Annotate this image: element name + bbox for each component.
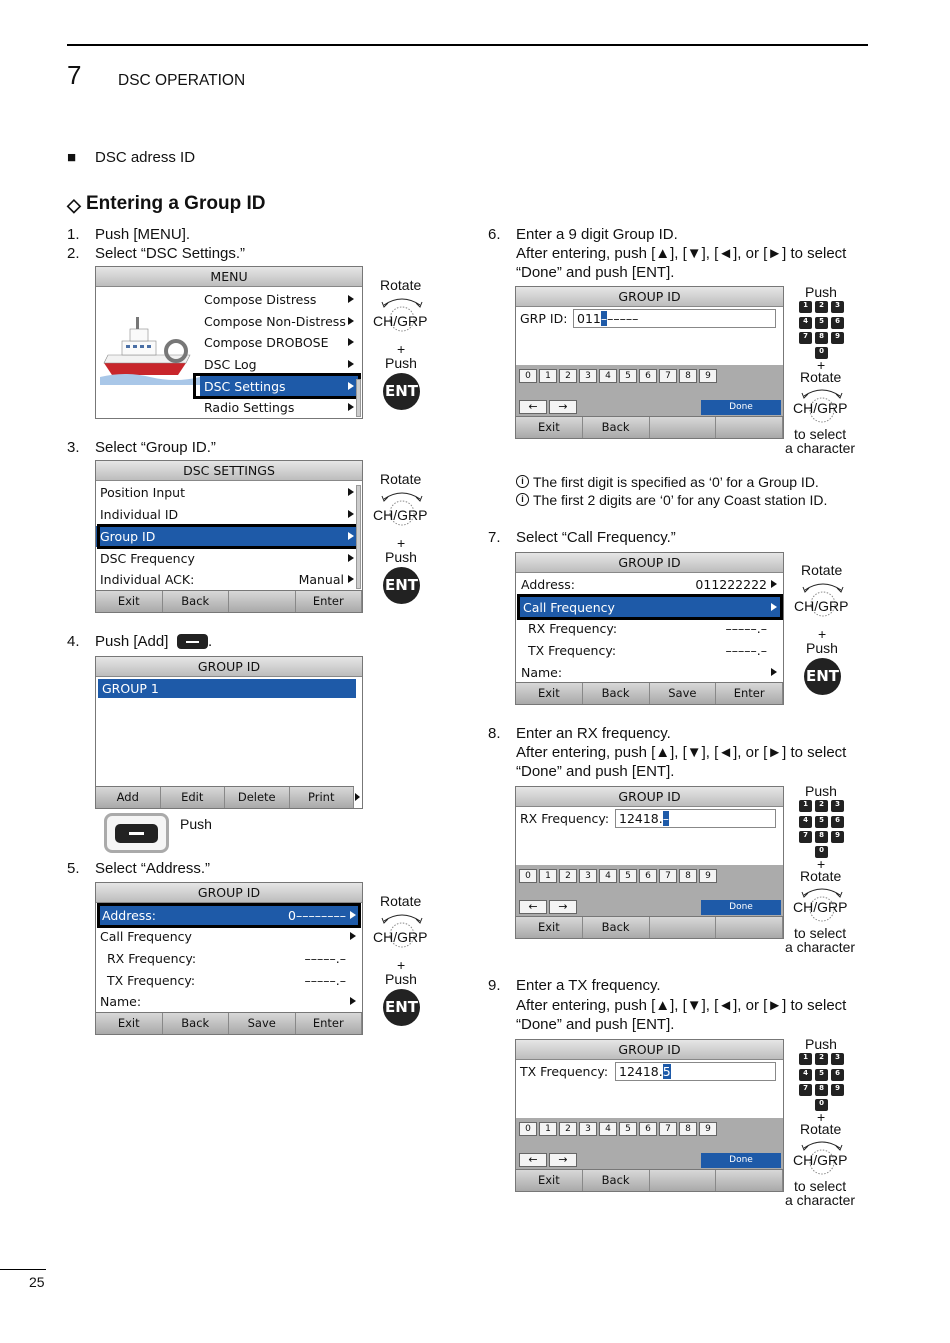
field-address[interactable]: Address: 0–––––––– (98, 905, 360, 926)
chgrp-label: CH/GRP (793, 899, 848, 915)
right-arrow-key[interactable]: → (549, 400, 577, 414)
softkey-save[interactable]: Save (650, 683, 717, 704)
field-address[interactable]: Address: 011222222 (517, 574, 781, 595)
chgrp-label: CH/GRP (373, 929, 428, 945)
section-bullet: ■ (67, 149, 77, 166)
digit-key[interactable]: 7 (659, 1122, 677, 1136)
digit-key[interactable]: 2 (559, 1122, 577, 1136)
keyboard-area (516, 865, 783, 917)
softkey-bar (96, 590, 362, 612)
softkey-exit[interactable]: Exit (96, 1013, 163, 1034)
softkey-delete[interactable]: Delete (225, 787, 290, 808)
chevron-right-icon (771, 668, 777, 676)
subsection-title: Entering a Group ID (86, 193, 266, 214)
ent-button[interactable]: ENT (383, 373, 420, 410)
menu-item-compose-non-distress[interactable]: Compose Non-Distress (200, 311, 358, 332)
rotate-label: Rotate (801, 562, 843, 578)
step-text: Select “Address.” (95, 860, 211, 877)
text-cursor: 5 (662, 1064, 671, 1079)
screen-title: GROUP ID (516, 287, 783, 307)
screen-title: MENU (96, 267, 362, 287)
push-label: Push (385, 355, 417, 371)
push-label: Push (805, 783, 837, 799)
tx-frequency-input[interactable]: 12418.5 (615, 1062, 776, 1081)
softkey-enter[interactable]: Enter (296, 591, 363, 612)
note-text: The first 2 digits are ‘0’ for any Coast station ID. (533, 492, 828, 508)
page-number: 25 (29, 1274, 45, 1290)
header-rule (67, 44, 868, 46)
group-edit-screen (95, 882, 363, 1035)
plus-label: + (397, 957, 406, 973)
softkey-bar (96, 786, 354, 808)
digit-key[interactable]: 4 (599, 1122, 617, 1136)
softkey-back[interactable]: Back (583, 417, 650, 438)
scrollbar[interactable] (356, 485, 361, 589)
text-cursor: – (662, 811, 669, 826)
softkey-blank[interactable] (716, 417, 783, 438)
step-text: “Done” and push [ENT]. (516, 763, 675, 780)
menu-item-dsc-frequency[interactable]: DSC Frequency (96, 548, 358, 569)
info-icon: i (516, 475, 529, 488)
chgrp-label: CH/GRP (373, 507, 428, 523)
chevron-right-icon (350, 932, 356, 940)
footer-rule (0, 1269, 46, 1270)
softkey-back[interactable]: Back (583, 683, 650, 704)
to-select-label: to select (794, 1178, 847, 1194)
softkey-exit[interactable]: Exit (516, 1170, 583, 1191)
chevron-right-icon (348, 575, 354, 583)
digit-key[interactable]: 3 (579, 869, 597, 883)
chevron-right-icon (348, 554, 354, 562)
step-number: 8. (488, 725, 501, 742)
dsc-settings-screen (95, 460, 363, 613)
selection-highlight (97, 903, 361, 928)
field-call-frequency[interactable]: Call Frequency (519, 597, 781, 618)
digit-key[interactable]: 2 (559, 369, 577, 383)
grp-id-input-screen (515, 286, 784, 439)
list-item-group[interactable]: GROUP 1 (98, 679, 356, 698)
screen-title: GROUP ID (516, 787, 783, 807)
digit-key[interactable]: 9 (699, 869, 717, 883)
digit-key[interactable]: 6 (639, 1122, 657, 1136)
digit-key[interactable]: 4 (599, 869, 617, 883)
step-number: 9. (488, 977, 501, 994)
step-text: Enter a 9 digit Group ID. (516, 226, 678, 243)
chevron-right-icon (348, 338, 354, 346)
digit-key[interactable]: 3 (579, 369, 597, 383)
rx-frequency-input-screen (515, 786, 784, 939)
softkey-back[interactable]: Back (583, 917, 650, 938)
softkey-blank[interactable] (716, 917, 783, 938)
left-arrow-key[interactable]: ← (519, 400, 547, 414)
rotate-label: Rotate (380, 277, 422, 293)
chevron-right-icon (348, 403, 354, 411)
plus-label: + (397, 341, 406, 357)
add-key-button[interactable] (104, 813, 169, 853)
digit-key[interactable]: 6 (639, 369, 657, 383)
softkey-bar (516, 416, 783, 438)
step-text: After entering, push [▲], [▼], [◄], or [►] to select (516, 997, 847, 1014)
field-rx-frequency: RX Frequency: –––––.– (528, 621, 767, 636)
field-call-frequency[interactable]: Call Frequency (96, 926, 360, 947)
chevron-right-icon (348, 488, 354, 496)
done-button[interactable]: Done (701, 900, 781, 915)
digit-key[interactable]: 5 (619, 869, 637, 883)
digit-key[interactable]: 0 (519, 869, 537, 883)
field-rx-frequency: RX Frequency: –––––.– (107, 951, 346, 966)
digit-key[interactable]: 7 (659, 369, 677, 383)
left-arrow-key[interactable]: ← (519, 900, 547, 914)
step-number: 7. (488, 529, 501, 546)
rx-frequency-input[interactable]: 12418.– (615, 809, 776, 828)
menu-item-compose-distress[interactable]: Compose Distress (200, 289, 358, 310)
softkey-blank[interactable] (716, 1170, 783, 1191)
digit-key[interactable]: 2 (559, 869, 577, 883)
rx-frequency-label: RX Frequency: (520, 811, 610, 826)
step-number: 2. (67, 245, 80, 262)
note-text: The first digit is specified as ‘0’ for a Group ID. (533, 474, 819, 490)
softkey-exit[interactable]: Exit (516, 683, 583, 704)
menu-item-dsc-settings[interactable]: DSC Settings (200, 376, 358, 397)
step-text: Select “Group ID.” (95, 439, 216, 456)
push-label: Push (385, 549, 417, 565)
section-title: DSC adress ID (95, 149, 196, 166)
a-character-label: a character (785, 939, 856, 955)
softkey-bar (516, 1169, 783, 1191)
tx-frequency-input-screen (515, 1039, 784, 1192)
softkey-back[interactable]: Back (163, 591, 230, 612)
to-select-label: to select (794, 426, 847, 442)
selection-highlight (517, 594, 783, 620)
period: . (208, 633, 213, 650)
info-icon: i (516, 493, 529, 506)
step-text: Push [Add] (95, 633, 169, 650)
digit-key[interactable]: 0 (519, 1122, 537, 1136)
softkey-blank[interactable] (650, 417, 717, 438)
softkey-print[interactable]: Print (290, 787, 355, 808)
digit-key[interactable]: 9 (699, 369, 717, 383)
group-list-screen (95, 656, 363, 809)
chgrp-label: CH/GRP (373, 313, 428, 329)
right-arrow-key[interactable]: → (549, 900, 577, 914)
push-label: Push (385, 971, 417, 987)
softkey-bar (96, 1012, 362, 1034)
chapter-title: DSC OPERATION (118, 72, 246, 89)
menu-item-group-id[interactable]: Group ID (96, 526, 358, 547)
push-label: Push (805, 1036, 837, 1052)
more-softkeys-icon (355, 793, 360, 801)
digit-key[interactable]: 9 (699, 1122, 717, 1136)
plus-label: + (817, 1109, 826, 1125)
left-arrow-key[interactable]: ← (519, 1153, 547, 1167)
digit-key[interactable]: 7 (659, 869, 677, 883)
screen-title: DSC SETTINGS (96, 461, 362, 481)
a-character-label: a character (785, 440, 856, 456)
softkey-exit[interactable]: Exit (516, 417, 583, 438)
step-text: Select “DSC Settings.” (95, 245, 246, 262)
softkey-blank[interactable] (650, 1170, 717, 1191)
chgrp-label: CH/GRP (794, 598, 849, 614)
softkey-exit[interactable]: Exit (516, 917, 583, 938)
ent-button[interactable]: ENT (383, 989, 420, 1026)
right-arrow-key[interactable]: → (549, 1153, 577, 1167)
softkey-blank[interactable] (650, 917, 717, 938)
numeric-keypad-icon: 1 2 3 4 5 6 7 8 9 0 (799, 301, 845, 359)
step-text: Select “Call Frequency.” (516, 529, 676, 546)
screen-title: GROUP ID (516, 1040, 783, 1060)
chevron-right-icon (348, 360, 354, 368)
push-label: Push (806, 640, 838, 656)
softkey-enter[interactable]: Enter (716, 683, 783, 704)
rotate-label: Rotate (800, 1121, 842, 1137)
rotate-label: Rotate (800, 369, 842, 385)
softkey-back[interactable]: Back (163, 1013, 230, 1034)
softkey-edit[interactable]: Edit (161, 787, 226, 808)
chapter-number: 7 (67, 60, 82, 90)
push-label: Push (180, 816, 212, 832)
plus-label: + (817, 357, 826, 373)
digit-key[interactable]: 8 (679, 869, 697, 883)
subsection-marker: ◇ (67, 195, 81, 215)
softkey-enter[interactable]: Enter (296, 1013, 363, 1034)
softkey-save[interactable]: Save (229, 1013, 296, 1034)
step-text: “Done” and push [ENT]. (516, 1016, 675, 1033)
grp-id-label: GRP ID: (520, 311, 568, 326)
softkey-bar (516, 916, 783, 938)
plus-label: + (817, 856, 826, 872)
digit-key[interactable]: 8 (679, 369, 697, 383)
rotate-label: Rotate (800, 868, 842, 884)
step-text: After entering, push [▲], [▼], [◄], or [►] to select (516, 744, 847, 761)
scrollbar[interactable] (356, 379, 361, 417)
field-tx-frequency: TX Frequency: –––––.– (107, 973, 346, 988)
chevron-right-icon (348, 317, 354, 325)
digit-key[interactable]: 6 (639, 869, 657, 883)
keyboard-area (516, 1118, 783, 1170)
step-text: Enter a TX frequency. (516, 977, 661, 994)
selection-highlight (97, 524, 361, 549)
softkey-bar (516, 682, 783, 704)
field-name[interactable]: Name: (96, 991, 360, 1012)
step-text: After entering, push [▲], [▼], [◄], or [►] to select (516, 245, 847, 262)
push-label: Push (805, 284, 837, 300)
group-edit-call-freq-screen (515, 552, 784, 705)
field-tx-frequency: TX Frequency: –––––.– (528, 643, 767, 658)
digit-key[interactable]: 1 (539, 369, 557, 383)
screen-title: GROUP ID (96, 657, 362, 677)
digit-key[interactable]: 5 (619, 369, 637, 383)
chevron-right-icon (348, 510, 354, 518)
chevron-right-icon (350, 997, 356, 1005)
step-number: 4. (67, 633, 80, 650)
done-button[interactable]: Done (701, 400, 781, 415)
screen-title: GROUP ID (516, 553, 783, 573)
to-select-label: to select (794, 925, 847, 941)
digit-key[interactable]: 5 (619, 1122, 637, 1136)
digit-key[interactable]: 1 (539, 869, 557, 883)
selection-highlight (193, 373, 361, 399)
softkey-blank[interactable] (229, 591, 296, 612)
menu-item-dsc-log[interactable]: DSC Log (200, 354, 358, 375)
screen-title: GROUP ID (96, 883, 362, 903)
chevron-right-icon (348, 295, 354, 303)
field-name[interactable]: Name: (517, 662, 781, 683)
step-number: 5. (67, 860, 80, 877)
ent-button[interactable]: ENT (804, 658, 841, 695)
chgrp-label: CH/GRP (793, 400, 848, 416)
grp-id-input[interactable]: 011–––––– (573, 309, 776, 328)
keyboard-area (516, 365, 783, 417)
numeric-keypad-icon: 1 2 3 4 5 6 7 8 9 0 (799, 1053, 845, 1111)
digit-key[interactable]: 4 (599, 369, 617, 383)
text-cursor: – (600, 311, 608, 326)
a-character-label: a character (785, 1192, 856, 1208)
menu-screen (95, 266, 363, 419)
menu-item-radio-settings[interactable]: Radio Settings (200, 397, 358, 418)
ent-button[interactable]: ENT (383, 567, 420, 604)
step-text: Enter an RX frequency. (516, 725, 671, 742)
step-number: 3. (67, 439, 80, 456)
softkey-add[interactable]: Add (96, 787, 161, 808)
digit-key[interactable]: 8 (679, 1122, 697, 1136)
step-text: “Done” and push [ENT]. (516, 264, 675, 281)
menu-item-individual-id[interactable]: Individual ID (96, 504, 358, 525)
numeric-keypad-icon: 1 2 3 4 5 6 7 8 9 0 (799, 800, 845, 858)
step-number: 1. (67, 226, 80, 243)
softkey-exit[interactable]: Exit (96, 591, 163, 612)
digit-key[interactable]: 1 (539, 1122, 557, 1136)
step-number: 6. (488, 226, 501, 243)
chevron-right-icon (771, 580, 777, 588)
ship-illustration (100, 307, 200, 387)
digit-key[interactable]: 3 (579, 1122, 597, 1136)
add-key-icon (177, 634, 208, 649)
plus-label: + (818, 626, 827, 642)
chgrp-label: CH/GRP (793, 1152, 848, 1168)
softkey-back[interactable]: Back (583, 1170, 650, 1191)
menu-item-compose-drobose[interactable]: Compose DROBOSE (200, 332, 358, 353)
tx-frequency-label: TX Frequency: (520, 1064, 609, 1079)
done-button[interactable]: Done (701, 1153, 781, 1168)
menu-item-position-input[interactable]: Position Input (96, 482, 358, 503)
menu-item-individual-ack[interactable]: Individual ACK: Manual (96, 569, 358, 590)
rotate-label: Rotate (380, 893, 422, 909)
plus-label: + (397, 535, 406, 551)
rotate-label: Rotate (380, 471, 422, 487)
digit-key[interactable]: 0 (519, 369, 537, 383)
step-text: Push [MENU]. (95, 226, 191, 243)
